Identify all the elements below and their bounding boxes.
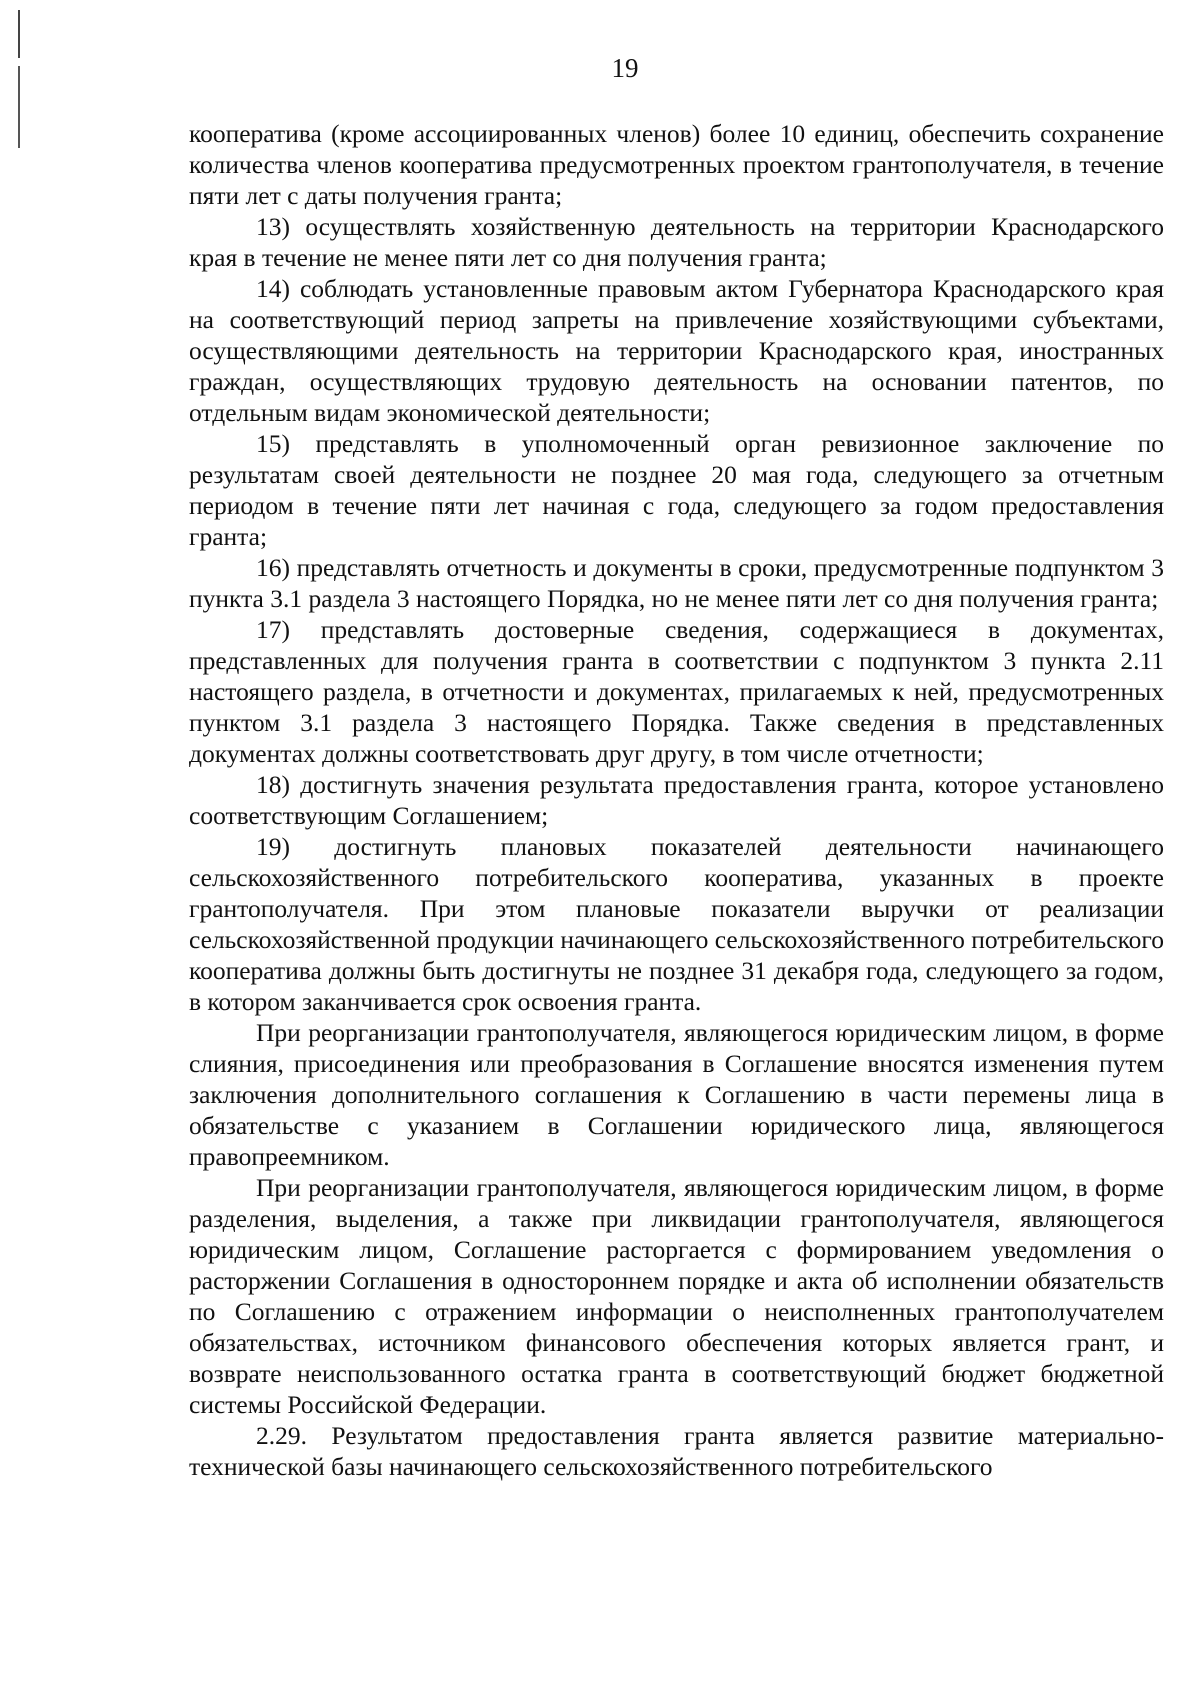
list-item-14: 14) соблюдать установленные правовым актом Губернатора Краснодарского края на соответствующий период запреты на привлечение хозяйствующими субъектами, осуществляющими деятельность на территории Краснодарского края, иностранных граждан, осуществляющих трудовую деятельность на основании патентов, по отдельным видам экономической деятельности; [189,274,1164,427]
list-item-17: 17) представлять достоверные сведения, содержащиеся в документах, представленных для получения гранта в соответствии с подпунктом 3 пункта 2.11 настоящего раздела, в отчетности и документах, прилагаемых к ней, предусмотренных пунктом 3.1 раздела 3 настоящего Порядка. Также сведения в представленных документах должны соответствовать друг другу, в том числе отчетности; [189,615,1164,768]
list-item-18: 18) достигнуть значения результата предоставления гранта, которое установлено соответствующим Соглашением; [189,770,1164,830]
paragraph-reorganization-division: При реорганизации грантополучателя, являющегося юридическим лицом, в форме разделения, выделения, а также при ликвидации грантополучателя, являющегося юридическим лицом, Соглашение расторгается с формированием уведомления о расторжении Соглашения в одностороннем порядке и акта об исполнении обязательств по Соглашению с отражением информации о неисполненных грантополучателем обязательствах, источником финансового обеспечения которых является грант, и возврате неиспользованного остатка гранта в соответствующий бюджет бюджетной системы Российской Федерации. [189,1173,1164,1419]
paragraph-2-29: 2.29. Результатом предоставления гранта является развитие материально-технической базы начинающего сельскохозяйственного потребительского [189,1421,1164,1481]
page-number: 19 [611,53,639,83]
scan-margin-mark [18,10,20,58]
list-item-15: 15) представлять в уполномоченный орган ревизионное заключение по результатам своей деятельности не позднее 20 мая года, следующего за отчетным периодом в течение пяти лет начиная с года, следующего за годом предоставления гранта; [189,429,1164,551]
list-item-16: 16) представлять отчетность и документы в сроки, предусмотренные подпунктом 3 пункта 3.1 раздела 3 настоящего Порядка, но не менее пяти лет со дня получения гранта; [189,553,1164,613]
paragraph-reorganization-merger: При реорганизации грантополучателя, являющегося юридическим лицом, в форме слияния, присоединения или преобразования в Соглашение вносятся изменения путем заключения дополнительного соглашения к Соглашению в части перемены лица в обязательстве с указанием в Соглашении юридического лица, являющегося правопреемником. [189,1018,1164,1171]
list-item-13: 13) осуществлять хозяйственную деятельность на территории Краснодарского края в течение не менее пяти лет со дня получения гранта; [189,212,1164,272]
list-item-19: 19) достигнуть плановых показателей деятельности начинающего сельскохозяйственного потребительского кооператива, указанных в проекте грантополучателя. При этом плановые показатели выручки от реализации сельскохозяйственной продукции начинающего сельскохозяйственного потребительского кооператива должны быть достигнуты не позднее 31 декабря года, следующего за годом, в котором заканчивается срок освоения гранта. [189,832,1164,1016]
paragraph-continuation: кооператива (кроме ассоциированных членов) более 10 единиц, обеспечить сохранение количества членов кооператива предусмотренных проектом грантополучателя, в течение пяти лет с даты получения гранта; [189,119,1164,210]
document-body [189,118,1164,1482]
